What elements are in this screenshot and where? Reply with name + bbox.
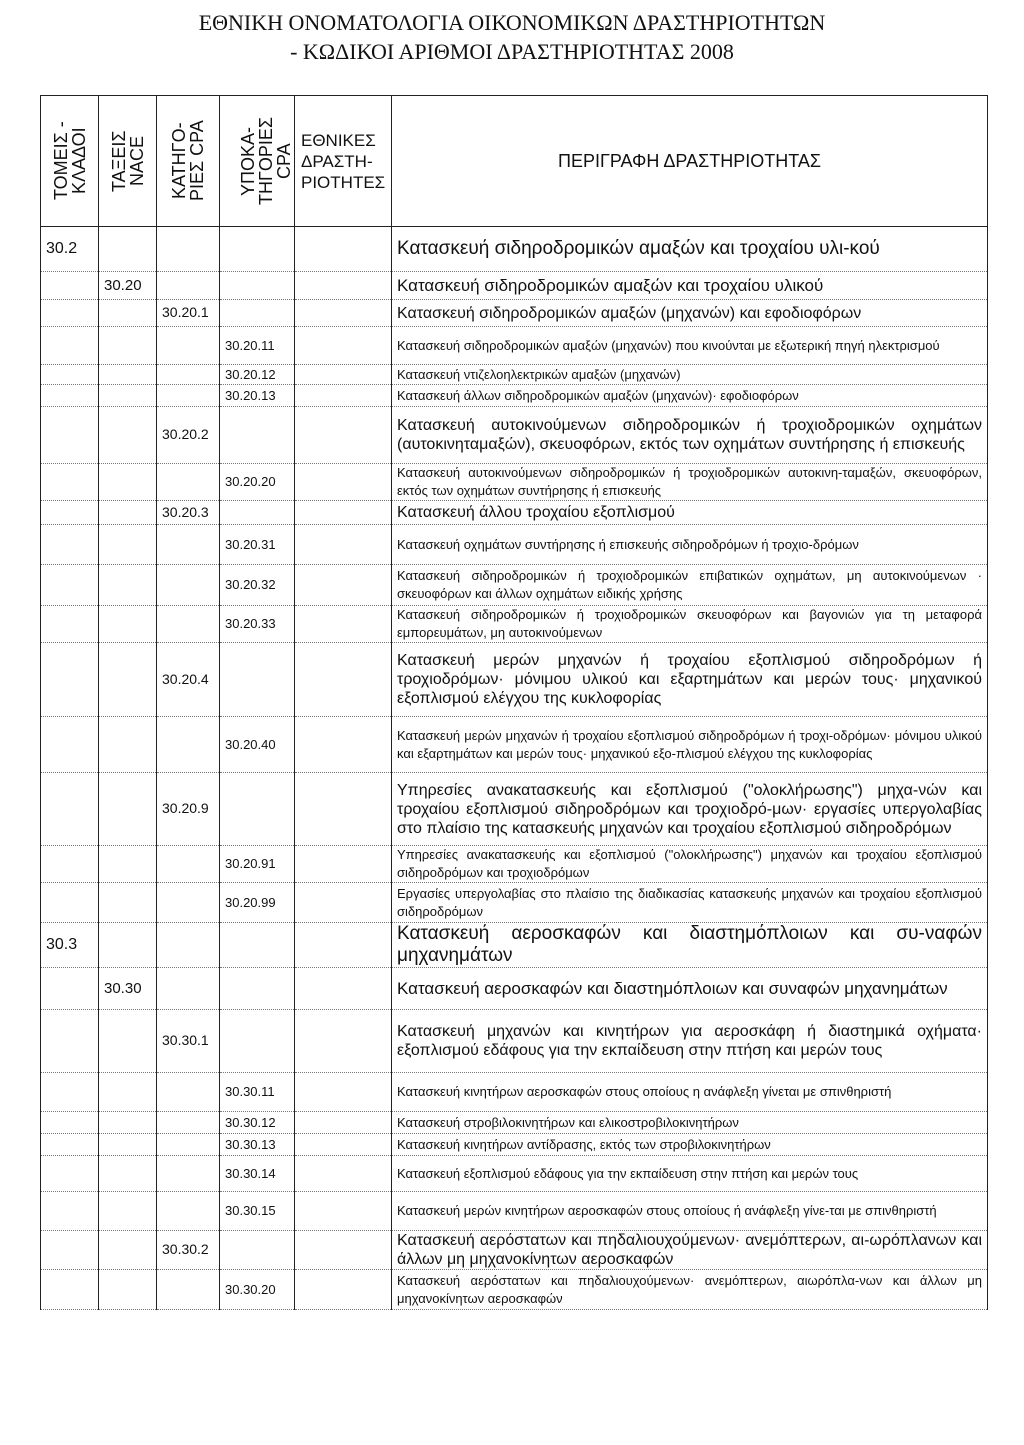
activity-description: Κατασκευή αερόστατων και πηδαλιουχούμενων· ανεμόπτερων, αι-ωρόπλανων και άλλων μη μηχανοκίνητων αεροσκαφών [397, 1232, 982, 1268]
activity-description: Κατασκευή σιδηροδρομικών αμαξών και τροχαίου υλικού [397, 275, 824, 295]
category-code-cell [157, 365, 220, 385]
table-row [41, 968, 988, 1010]
column-header-ethnikes [295, 96, 392, 227]
class-code-cell [99, 1192, 157, 1231]
table-header [41, 96, 988, 227]
category-code: 30.20.2 [162, 426, 209, 442]
description-cell [392, 501, 988, 525]
table-row [41, 525, 988, 565]
subcategory-code: 30.30.20 [225, 1281, 276, 1297]
category-code-cell [157, 407, 220, 464]
category-code-cell [157, 1156, 220, 1192]
class-code-cell [99, 846, 157, 883]
description-cell [392, 606, 988, 643]
class-code-cell [99, 1270, 157, 1310]
activity-description: Κατασκευή αεροσκαφών και διαστημόπλοιων και συναφών μηχανημάτων [397, 978, 948, 998]
subcategory-code: 30.30.15 [225, 1203, 276, 1218]
description-cell [392, 717, 988, 773]
description-cell [392, 565, 988, 606]
class-code-cell [99, 717, 157, 773]
category-code: 30.30.2 [162, 1241, 209, 1257]
class-code: 30.20 [104, 276, 142, 294]
subcategory-code-cell [220, 565, 295, 606]
category-code-cell [157, 846, 220, 883]
subcategory-code: 30.20.13 [225, 387, 276, 403]
subcategory-code: 30.20.31 [225, 536, 276, 552]
category-code-cell [157, 643, 220, 717]
class-code-cell [99, 1231, 157, 1270]
table-row [41, 300, 988, 327]
category-code-cell [157, 1270, 220, 1310]
national-activity-code-cell [295, 643, 392, 717]
table-row [41, 606, 988, 643]
table-row [41, 464, 988, 501]
description-cell [392, 300, 988, 327]
subcategory-code-cell [220, 300, 295, 327]
subcategory-code-cell [220, 968, 295, 1010]
table-row [41, 643, 988, 717]
national-activity-code-cell [295, 385, 392, 407]
class-code-cell [99, 327, 157, 365]
sector-code-cell [41, 1192, 99, 1231]
national-activity-code-cell [295, 1010, 392, 1073]
class-code-cell [99, 606, 157, 643]
activity-description: Κατασκευή σιδηροδρομικών ή τροχιοδρομικών επιβατικών οχημάτων, μη αυτοκινούμενων · σκευοφόρων και άλλων οχημάτων ειδικής χρήσης [397, 568, 982, 601]
table-row [41, 365, 988, 385]
activity-description: Κατασκευή σιδηροδρομικών ή τροχιοδρομικών σκευοφόρων και βαγονιών για τη μεταφορά εμπορευμάτων, μη αυτοκινούμενων [397, 607, 982, 640]
national-activity-code-cell [295, 1231, 392, 1270]
sector-code-cell [41, 968, 99, 1010]
national-activity-code-cell [295, 365, 392, 385]
activity-description: Κατασκευή κινητήρων αντίδρασης, εκτός των στροβιλοκινητήρων [397, 1136, 771, 1152]
subcategory-code-cell [220, 1231, 295, 1270]
subcategory-code-cell [220, 1073, 295, 1112]
class-code-cell [99, 464, 157, 501]
sector-code: 30.3 [46, 936, 78, 953]
description-cell [392, 643, 988, 717]
sector-code-cell [41, 883, 99, 923]
subcategory-code-cell [220, 1270, 295, 1310]
class-code-cell [99, 968, 157, 1010]
category-code: 30.20.1 [162, 304, 209, 320]
national-activity-code-cell [295, 525, 392, 565]
table-row [41, 1112, 988, 1134]
sector-code-cell [41, 407, 99, 464]
category-code-cell [157, 773, 220, 846]
sector-code-cell [41, 1156, 99, 1192]
document-header [0, 8, 1024, 66]
table-row [41, 717, 988, 773]
national-activity-code-cell [295, 883, 392, 923]
category-code-cell [157, 525, 220, 565]
subcategory-code-cell [220, 272, 295, 300]
description-cell [392, 1156, 988, 1192]
description-cell [392, 227, 988, 272]
sector-code-cell [41, 464, 99, 501]
column-header-tomeis [41, 96, 99, 227]
table-row [41, 1010, 988, 1073]
sector-code-cell [41, 1073, 99, 1112]
description-cell [392, 365, 988, 385]
description-cell [392, 1112, 988, 1134]
class-code-cell [99, 1134, 157, 1156]
sector-code-cell [41, 385, 99, 407]
category-code-cell [157, 272, 220, 300]
subcategory-code-cell [220, 773, 295, 846]
table-row [41, 407, 988, 464]
table-row [41, 1134, 988, 1156]
national-activity-code-cell [295, 1073, 392, 1112]
table-header-row [41, 96, 988, 227]
subcategory-code: 30.30.14 [225, 1165, 276, 1181]
column-header-kategories-label: ΚΑΤΗΓΟ- ΡΙΕΣ CPA [169, 120, 207, 202]
description-cell [392, 846, 988, 883]
category-code: 30.20.9 [162, 800, 209, 816]
subcategory-code-cell [220, 327, 295, 365]
sector-code-cell [41, 923, 99, 968]
sector-code-cell [41, 1112, 99, 1134]
activity-description: Εργασίες υπεργολαβίας στο πλαίσιο της διαδικασίας κατασκευής μηχανών και τροχαίου εξοπλισμού σιδηροδρόμων [397, 885, 982, 919]
national-activity-code-cell [295, 717, 392, 773]
national-activity-code-cell [295, 846, 392, 883]
category-code-cell [157, 606, 220, 643]
category-code: 30.20.3 [162, 503, 209, 520]
description-cell [392, 773, 988, 846]
subcategory-code: 30.30.11 [225, 1084, 275, 1099]
subcategory-code: 30.20.33 [225, 616, 276, 631]
activity-description: Κατασκευή οχημάτων συντήρησης ή επισκευής σιδηροδρόμων ή τροχιο-δρόμων [397, 536, 859, 552]
description-cell [392, 327, 988, 365]
activity-description: Κατασκευή στροβιλοκινητήρων και ελικοστροβιλοκινητήρων [397, 1114, 739, 1130]
activity-description: Υπηρεσίες ανακατασκευής και εξοπλισμού ("ολοκλήρωσης") μηχανών και τροχαίου εξοπλισμού σιδηροδρόμων και τροχιοδρόμων [397, 847, 982, 880]
category-code-cell [157, 1073, 220, 1112]
sector-code-cell [41, 365, 99, 385]
table-row [41, 565, 988, 606]
class-code-cell [99, 501, 157, 525]
subcategory-code-cell [220, 1156, 295, 1192]
activity-description: Κατασκευή αερόστατων και πηδαλιουχούμενων· ανεμόπτερων, αιωρόπλα-νων και άλλων μη μηχανοκίνητων αεροσκαφών [397, 1272, 982, 1306]
activity-description: Κατασκευή άλλων σιδηροδρομικών αμαξών (μηχανών)· εφοδιοφόρων [397, 387, 799, 403]
column-header-ethnikes-label: ΕΘΝΙΚΕΣ ΔΡΑΣΤΗ- ΡΙΟΤΗΤΕΣ [301, 130, 386, 192]
sector-code-cell [41, 717, 99, 773]
subcategory-code-cell [220, 606, 295, 643]
subcategory-code-cell [220, 525, 295, 565]
sector-code-cell [41, 272, 99, 300]
table-row [41, 773, 988, 846]
category-code: 30.20.4 [162, 670, 209, 687]
national-activity-code-cell [295, 1134, 392, 1156]
subcategory-code-cell [220, 643, 295, 717]
activity-description: Κατασκευή κινητήρων αεροσκαφών στους οποίους η ανάφλεξη γίνεται με σπινθηριστή [397, 1084, 892, 1099]
subcategory-code-cell [220, 923, 295, 968]
class-code-cell [99, 1073, 157, 1112]
description-cell [392, 923, 988, 968]
class-code-cell [99, 365, 157, 385]
category-code-cell [157, 1192, 220, 1231]
subcategory-code: 30.30.13 [225, 1136, 276, 1152]
subcategory-code-cell [220, 846, 295, 883]
national-activity-code-cell [295, 407, 392, 464]
description-cell [392, 1010, 988, 1073]
activity-description: Κατασκευή άλλου τροχαίου εξοπλισμού [397, 504, 675, 521]
category-code-cell [157, 717, 220, 773]
table-row [41, 327, 988, 365]
column-header-taxeis [99, 96, 157, 227]
class-code-cell [99, 272, 157, 300]
national-activity-code-cell [295, 1270, 392, 1310]
activity-description: Κατασκευή αεροσκαφών και διαστημόπλοιων και συ-ναφών μηχανημάτων [397, 923, 982, 966]
sector-code-cell [41, 773, 99, 846]
class-code-cell [99, 1156, 157, 1192]
header-title: ΕΘΝΙΚΗ ΟΝΟΜΑΤΟΛΟΓΙΑ ΟΙΚΟΝΟΜΙΚΩΝ ΔΡΑΣΤΗΡΙΟΤΗΤΩΝ [198, 10, 826, 35]
sector-code-cell [41, 1231, 99, 1270]
sector-code-cell [41, 227, 99, 272]
table-row [41, 1073, 988, 1112]
subcategory-code-cell [220, 407, 295, 464]
category-code-cell [157, 300, 220, 327]
subcategory-code-cell [220, 464, 295, 501]
description-cell [392, 407, 988, 464]
category-code: 30.30.1 [162, 1032, 209, 1048]
table-row [41, 883, 988, 923]
national-activity-code-cell [295, 773, 392, 846]
category-code-cell [157, 883, 220, 923]
table-row [41, 1156, 988, 1192]
table-row [41, 1270, 988, 1310]
activity-description: Κατασκευή αυτοκινούμενων σιδηροδρομικών ή τροχιοδρομικών οχημάτων (αυτοκινηταμαξών), σκευοφόρων, εκτός των οχημάτων συντήρησης ή επισκευής [397, 417, 982, 453]
class-code-cell [99, 1112, 157, 1134]
description-cell [392, 1073, 988, 1112]
column-header-perigrafi-label: ΠΕΡΙΓΡΑΦΗ ΔΡΑΣΤΗΡΙΟΤΗΤΑΣ [557, 150, 822, 171]
subcategory-code-cell [220, 883, 295, 923]
sector-code: 30.2 [46, 240, 78, 257]
column-header-perigrafi [392, 96, 988, 227]
category-code-cell [157, 923, 220, 968]
class-code-cell [99, 923, 157, 968]
national-activity-code-cell [295, 501, 392, 525]
description-cell [392, 525, 988, 565]
class-code-cell [99, 300, 157, 327]
subcategory-code-cell [220, 365, 295, 385]
activity-description: Κατασκευή αυτοκινούμενων σιδηροδρομικών ή τροχιοδρομικών αυτοκινη-ταμαξών, σκευοφόρων, εκτός των οχημάτων συντήρησης ή επισκευής [397, 465, 982, 498]
column-header-ypokategories [220, 96, 295, 227]
subcategory-code-cell [220, 1192, 295, 1231]
table-row [41, 272, 988, 300]
class-code-cell [99, 643, 157, 717]
subcategory-code-cell [220, 501, 295, 525]
national-activity-code-cell [295, 968, 392, 1010]
table-row [41, 923, 988, 968]
subcategory-code-cell [220, 227, 295, 272]
description-cell [392, 1134, 988, 1156]
category-code-cell [157, 968, 220, 1010]
sector-code-cell [41, 525, 99, 565]
subcategory-code: 30.20.99 [225, 894, 276, 910]
activity-codes-table [40, 95, 988, 1310]
class-code-cell [99, 773, 157, 846]
category-code-cell [157, 1231, 220, 1270]
subcategory-code: 30.30.12 [225, 1114, 276, 1130]
description-cell [392, 1231, 988, 1270]
table-row [41, 385, 988, 407]
category-code-cell [157, 227, 220, 272]
table-body [41, 227, 988, 1310]
activity-description: Κατασκευή μερών μηχανών ή τροχαίου εξοπλισμού σιδηροδρόμων ή τροχιοδρόμων· μόνιμου υλικού και εξαρτημάτων και μερών τους· μηχανικού εξοπλισμού ελέγχου της κυκλοφορίας [397, 652, 982, 707]
table-row [41, 227, 988, 272]
category-code-cell [157, 565, 220, 606]
national-activity-code-cell [295, 606, 392, 643]
national-activity-code-cell [295, 565, 392, 606]
subcategory-code: 30.20.20 [225, 474, 276, 489]
description-cell [392, 883, 988, 923]
sector-code-cell [41, 501, 99, 525]
header-subtitle: - ΚΩΔΙΚΟΙ ΑΡΙΘΜΟΙ ΔΡΑΣΤΗΡΙΟΤΗΤΑΣ 2008 [290, 39, 734, 64]
subcategory-code-cell [220, 717, 295, 773]
subcategory-code: 30.20.11 [225, 337, 275, 353]
activity-description: Κατασκευή σιδηροδρομικών αμαξών (μηχανών) και εφοδιοφόρων [397, 304, 862, 322]
sector-code-cell [41, 300, 99, 327]
sector-code-cell [41, 565, 99, 606]
sector-code-cell [41, 1134, 99, 1156]
sector-code-cell [41, 606, 99, 643]
national-activity-code-cell [295, 327, 392, 365]
class-code: 30.30 [104, 979, 142, 997]
national-activity-code-cell [295, 923, 392, 968]
category-code-cell [157, 1010, 220, 1073]
class-code-cell [99, 565, 157, 606]
activity-description: Κατασκευή σιδηροδρομικών αμαξών και τροχαίου υλι-κού [397, 238, 880, 259]
activity-description: Κατασκευή ντιζελοηλεκτρικών αμαξών (μηχανών) [397, 366, 681, 382]
national-activity-code-cell [295, 272, 392, 300]
subcategory-code-cell [220, 1134, 295, 1156]
category-code-cell [157, 327, 220, 365]
subcategory-code-cell [220, 385, 295, 407]
class-code-cell [99, 883, 157, 923]
subcategory-code-cell [220, 1112, 295, 1134]
category-code-cell [157, 1112, 220, 1134]
sector-code-cell [41, 846, 99, 883]
activity-description: Κατασκευή μερών μηχανών ή τροχαίου εξοπλισμού σιδηροδρόμων ή τροχι-οδρόμων· μόνιμου υλικού και εξαρτημάτων και μερών τους· μηχανικού εξο-πλισμού ελέγχου της κυκλοφορίας [397, 727, 982, 761]
activity-description: Κατασκευή εξοπλισμού εδάφους για την εκπαίδευση στην πτήση και μερών τους [397, 1165, 859, 1181]
column-header-ypokategories-label: ΥΠΟΚΑ- ΤΗΓΟΡΙΕΣ CPA [238, 116, 294, 206]
national-activity-code-cell [295, 1112, 392, 1134]
category-code-cell [157, 385, 220, 407]
class-code-cell [99, 525, 157, 565]
class-code-cell [99, 385, 157, 407]
national-activity-code-cell [295, 1156, 392, 1192]
activity-description: Κατασκευή μηχανών και κινητήρων για αεροσκάφη ή διαστημικά οχήματα· εξοπλισμού εδάφους για την εκπαίδευση στην πτήση και μερών τους [397, 1023, 982, 1059]
table-row [41, 1231, 988, 1270]
class-code-cell [99, 407, 157, 464]
description-cell [392, 385, 988, 407]
class-code-cell [99, 1010, 157, 1073]
sector-code-cell [41, 1270, 99, 1310]
national-activity-code-cell [295, 227, 392, 272]
sector-code-cell [41, 643, 99, 717]
column-header-tomeis-label: ΤΟΜΕΙΣ - ΚΛΑΔΟΙ [50, 121, 89, 201]
subcategory-code: 30.20.12 [225, 366, 276, 382]
description-cell [392, 272, 988, 300]
national-activity-code-cell [295, 1192, 392, 1231]
description-cell [392, 1270, 988, 1310]
column-header-kategories [157, 96, 220, 227]
subcategory-code-cell [220, 1010, 295, 1073]
category-code-cell [157, 1134, 220, 1156]
category-code-cell [157, 501, 220, 525]
class-code-cell [99, 227, 157, 272]
sector-code-cell [41, 1010, 99, 1073]
column-header-taxeis-label: ΤΑΞΕΙΣ NACE [108, 130, 147, 192]
activity-description: Κατασκευή μερών κινητήρων αεροσκαφών στους οποίους ή ανάφλεξη γίνε-ται με σπινθηριστή [397, 1203, 937, 1218]
activity-description: Κατασκευή σιδηροδρομικών αμαξών (μηχανών) που κινούνται με εξωτερική πηγή ηλεκτρισμού [397, 337, 940, 353]
category-code-cell [157, 464, 220, 501]
table-row [41, 1192, 988, 1231]
sector-code-cell [41, 327, 99, 365]
description-cell [392, 464, 988, 501]
subcategory-code: 30.20.40 [225, 736, 276, 752]
description-cell [392, 968, 988, 1010]
description-cell [392, 1192, 988, 1231]
table-row [41, 501, 988, 525]
national-activity-code-cell [295, 300, 392, 327]
subcategory-code: 30.20.91 [225, 856, 276, 871]
subcategory-code: 30.20.32 [225, 577, 276, 592]
national-activity-code-cell [295, 464, 392, 501]
activity-description: Υπηρεσίες ανακατασκευής και εξοπλισμού ("ολοκλήρωσης") μηχα-νών και τροχαίου εξοπλισμού σιδηροδρόμων και τροχιοδρό-μων· εργασίες υπεργολαβίας στο πλαίσιο της κατασκευής μηχανών και τροχαίου εξοπλισμού σιδηροδρόμων [397, 781, 982, 837]
table-row [41, 846, 988, 883]
